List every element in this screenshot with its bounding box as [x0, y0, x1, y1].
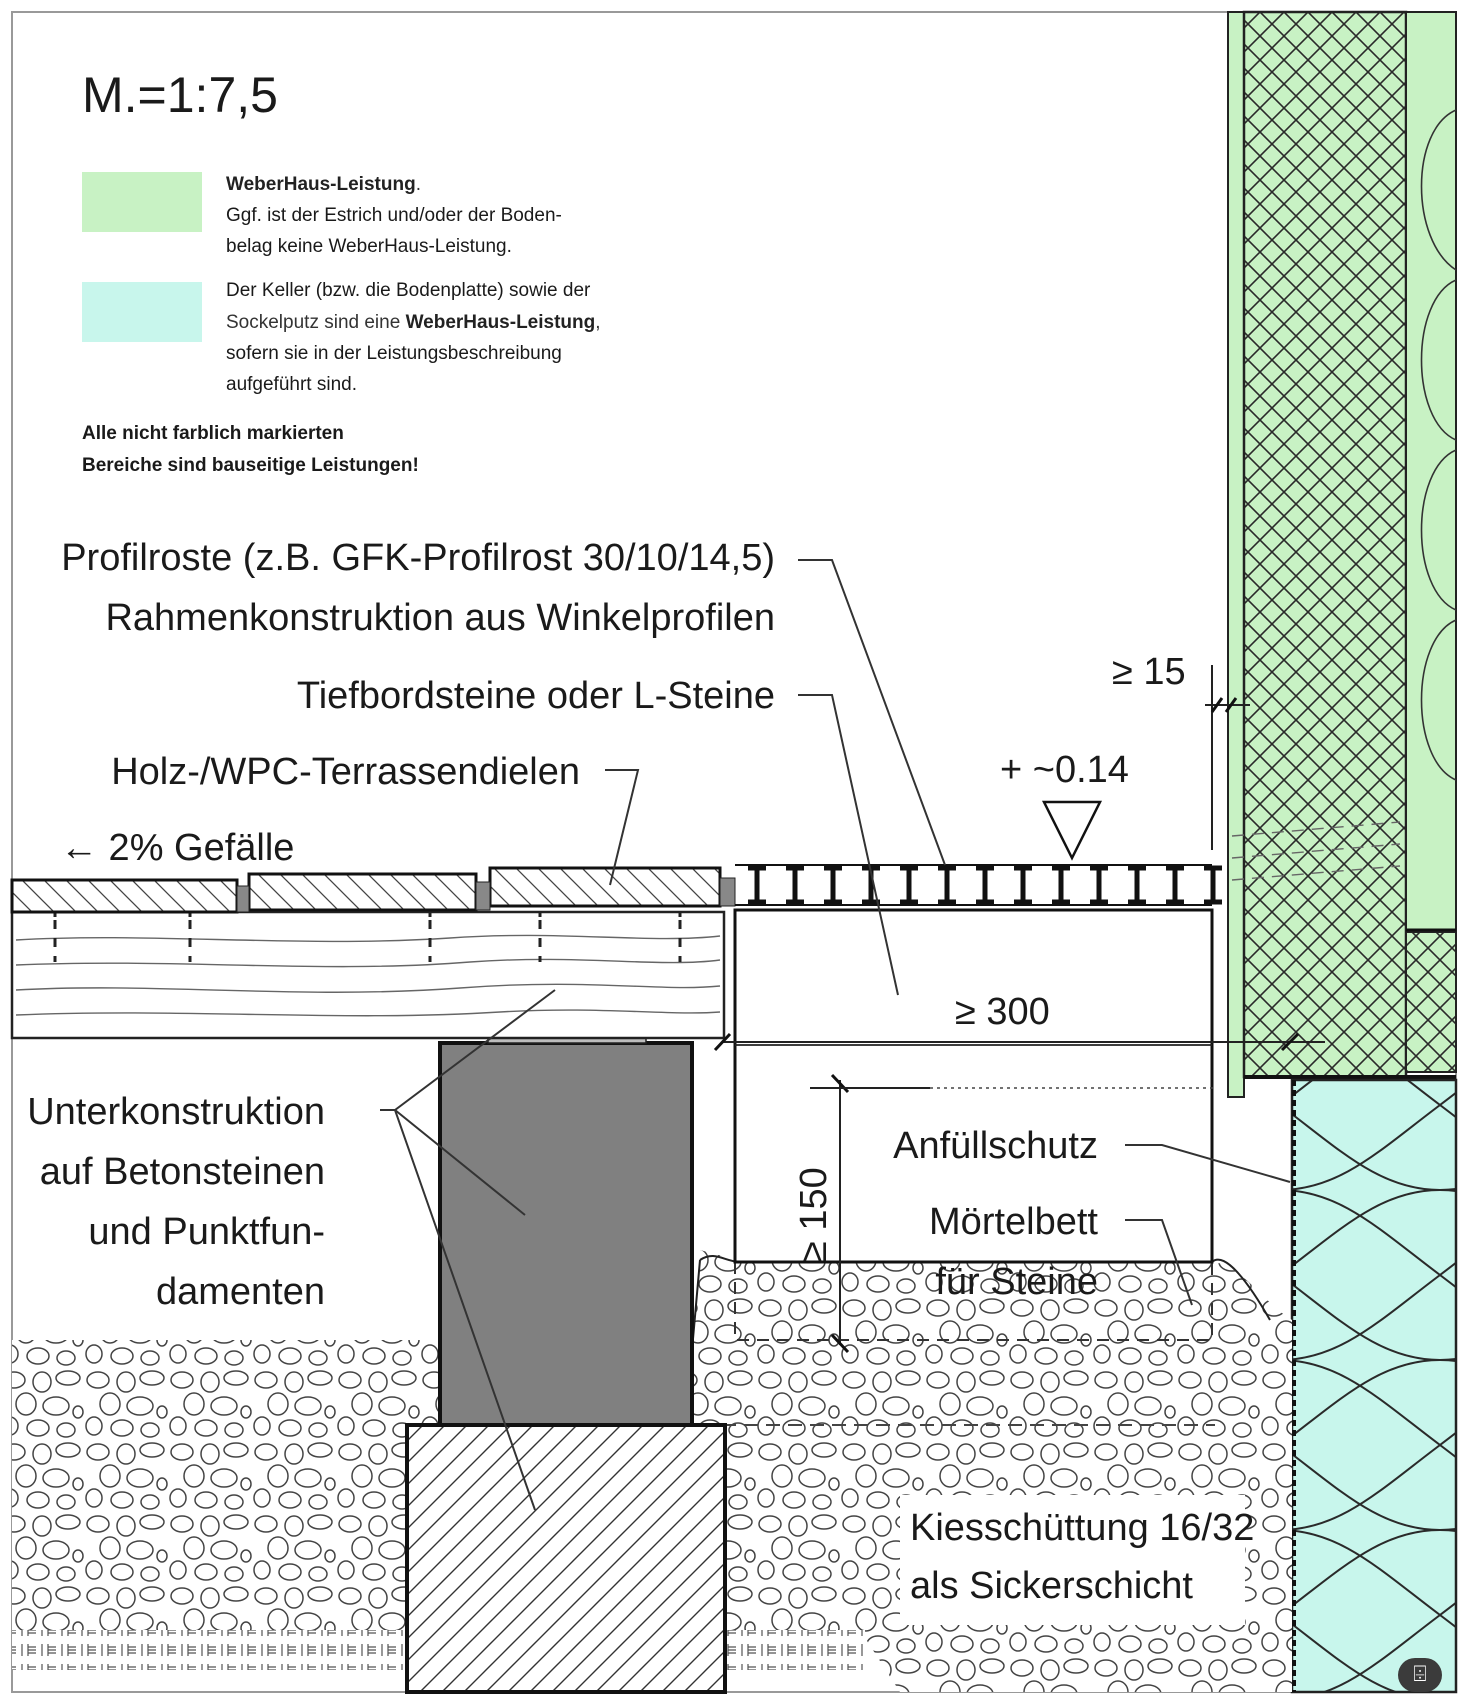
grating-bar: [1128, 868, 1146, 902]
legend-swatch-green: [82, 172, 202, 232]
legend-item2-line1: Der Keller (bzw. die Bodenplatte) sowie der: [226, 280, 591, 301]
grating-bar: [1090, 868, 1108, 902]
grating-bar: [900, 868, 918, 902]
grating-bar: [1166, 868, 1184, 902]
label-moertelbett-1: Mörtelbett: [929, 1201, 1098, 1243]
basement-insulation: [1292, 1080, 1456, 1692]
label-anfuellschutz: Anfüllschutz: [893, 1125, 1098, 1167]
legend-swatch-cyan: [82, 282, 202, 342]
grating-bar: [1052, 868, 1070, 902]
label-unterkonstruktion-2: auf Betonsteinen: [39, 1151, 325, 1193]
label-terrassendielen: Holz-/WPC-Terrassendielen: [111, 751, 580, 793]
legend-item1-title: WeberHaus-Leistung.: [226, 174, 421, 195]
grating-bar: [1014, 868, 1032, 902]
label-rahmenkonstruktion: Rahmenkonstruktion aus Winkelprofilen: [105, 597, 775, 639]
legend-item1-line2: Ggf. ist der Estrich und/oder der Boden-: [226, 205, 562, 226]
scale-label: M.=1:7,5: [82, 67, 278, 123]
grating-bar: [786, 868, 804, 902]
dimension-level: + ~0.14: [1000, 749, 1129, 791]
label-moertelbett-2: für Steine: [935, 1261, 1098, 1303]
legend-note-line2: Bereiche sind bauseitige Leistungen!: [82, 455, 419, 476]
dimension-width: ≥ 300: [955, 991, 1050, 1033]
label-kies-2: als Sickerschicht: [910, 1565, 1193, 1607]
house-wall: [1228, 12, 1456, 1097]
terrace-deck-boards: [12, 868, 735, 912]
label-kies-1: Kiesschüttung 16/32: [910, 1507, 1255, 1549]
substructure-beam: [12, 900, 724, 1038]
grating-bar: [976, 868, 994, 902]
label-unterkonstruktion-4: damenten: [155, 1271, 325, 1313]
text-scan-icon[interactable]: ⌹: [1398, 1658, 1442, 1692]
label-gefaelle: ← 2% Gefälle: [60, 827, 295, 869]
legend-item2-line2: Sockelputz sind eine WeberHaus-Leistung,: [226, 312, 601, 333]
grating-bar: [748, 868, 766, 902]
grating-bar: [1204, 868, 1222, 902]
legend-item2-line3: sofern sie in der Leistungsbeschreibung: [226, 343, 562, 364]
dimension-gap: ≥ 15: [1112, 651, 1186, 693]
legend: [82, 172, 601, 476]
point-foundation: [407, 1425, 725, 1692]
label-profilroste: Profilroste (z.B. GFK-Profilrost 30/10/14,5): [61, 537, 775, 579]
dimension-height: ≥ 150: [793, 1167, 835, 1262]
label-unterkonstruktion-3: und Punktfun-: [88, 1211, 325, 1253]
legend-item1-line3: belag keine WeberHaus-Leistung.: [226, 236, 512, 257]
legend-item2-line4: aufgeführt sind.: [226, 374, 357, 395]
label-tiefbordsteine: Tiefbordsteine oder L-Steine: [296, 675, 775, 717]
grating-bar: [824, 868, 842, 902]
grating-bar: [938, 868, 956, 902]
profile-grating: [735, 865, 1222, 905]
legend-note-line1: Alle nicht farblich markierten: [82, 423, 344, 444]
label-unterkonstruktion-1: Unterkonstruktion: [27, 1091, 325, 1133]
concrete-block: [440, 1028, 692, 1425]
